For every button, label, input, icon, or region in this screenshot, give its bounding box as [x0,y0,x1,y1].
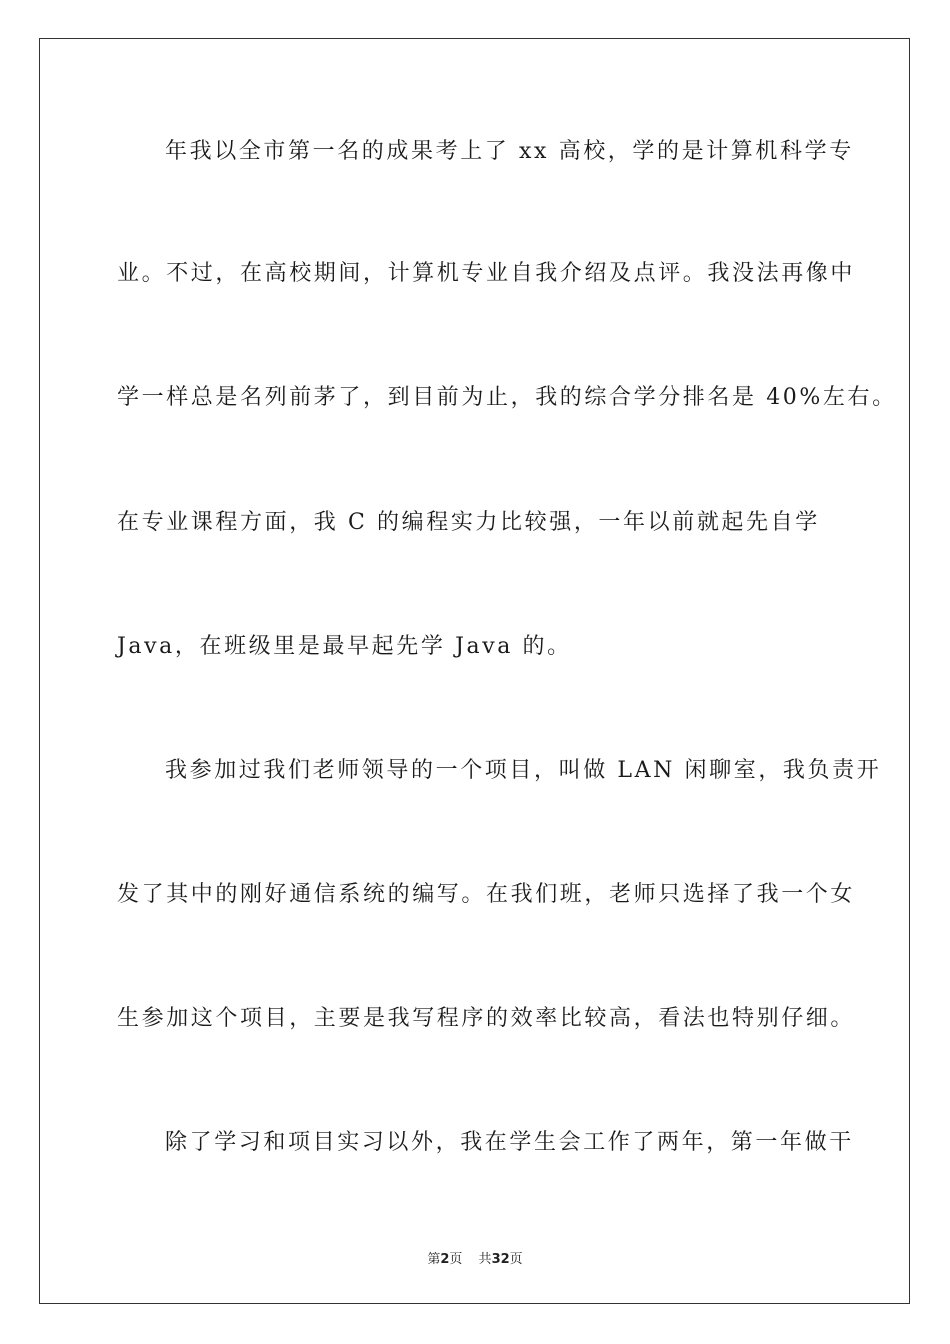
text-line-6: 我参加过我们老师领导的一个项目，叫做 LAN 闲聊室，我负责开 [165,758,882,783]
page-border [39,38,910,1304]
text-line-9: 除了学习和项目实习以外，我在学生会工作了两年，第一年做干 [165,1130,854,1155]
total-pages: 共32页 [478,1252,523,1267]
text-line-4: 在专业课程方面，我 C 的编程实力比较强，一年以前就起先自学 [117,510,820,535]
text-line-2: 业。不过，在高校期间，计算机专业自我介绍及点评。我没法再像中 [117,261,856,286]
text-line-7: 发了其中的刚好通信系统的编写。在我们班，老师只选择了我一个女 [117,882,856,907]
page-footer [0,1248,950,1267]
text-line-1: 年我以全市第一名的成果考上了 xx 高校，学的是计算机科学专 [165,139,854,164]
page-number: 第2页 [427,1252,463,1267]
text-line-5: Java，在班级里是最早起先学 Java 的。 [117,634,572,659]
text-line-3: 学一样总是名列前茅了，到目前为止，我的综合学分排名是 40%左右。 [117,385,897,410]
text-line-8: 生参加这个项目，主要是我写程序的效率比较高，看法也特别仔细。 [117,1006,856,1031]
